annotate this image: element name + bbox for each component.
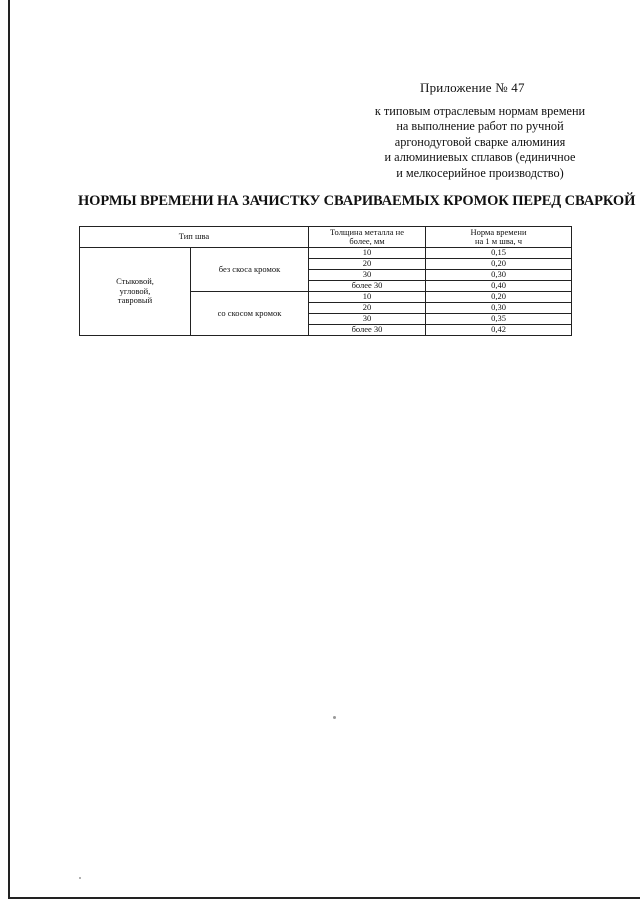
thickness-cell: 30 [309, 270, 426, 281]
header-norm-line: Норма времени [470, 226, 527, 237]
table-header-row [80, 227, 572, 248]
time-norms-table [79, 226, 572, 336]
seam-type-line: угловой, [119, 285, 151, 296]
norm-cell: 0,30 [426, 303, 572, 314]
appendix-description [355, 104, 605, 181]
page-border-left [8, 0, 10, 898]
thickness-cell: 10 [309, 292, 426, 303]
norm-cell: 0,30 [426, 270, 572, 281]
header-thickness-line: более, мм [349, 236, 385, 246]
norm-cell: 0,15 [426, 248, 572, 259]
edge-type-cell: со скосом кромок [191, 292, 309, 336]
norm-cell: 0,42 [426, 325, 572, 336]
norm-cell: 0,20 [426, 292, 572, 303]
seam-type-cell [80, 248, 191, 336]
scan-speck [333, 716, 336, 719]
header-norm [426, 227, 572, 248]
header-thickness-line: Толщина металла не [330, 226, 404, 237]
header-seam-type: Тип шва [80, 227, 309, 248]
norm-cell: 0,35 [426, 314, 572, 325]
appendix-title: Приложение № 47 [420, 80, 525, 95]
appendix-line: на выполнение работ по ручной [396, 119, 564, 134]
appendix-line: аргонодуговой сварке алюминия [394, 134, 566, 149]
norm-cell: 0,40 [426, 281, 572, 292]
appendix-line: и алюминиевых сплавов (единичное [384, 150, 576, 165]
thickness-cell: более 30 [309, 325, 426, 336]
seam-type-line: тавровый [117, 295, 153, 306]
norm-cell: 0,20 [426, 259, 572, 270]
thickness-cell: 20 [309, 259, 426, 270]
thickness-cell: 30 [309, 314, 426, 325]
header-norm-line: на 1 м шва, ч [474, 236, 523, 246]
thickness-cell: более 30 [309, 281, 426, 292]
appendix-line: и мелкосерийное производство) [396, 165, 564, 180]
appendix-line: к типовым отраслевым нормам времени [374, 104, 586, 118]
table-row [80, 248, 572, 259]
scan-speck [79, 877, 81, 879]
thickness-cell: 10 [309, 248, 426, 259]
document-heading: НОРМЫ ВРЕМЕНИ НА ЗАЧИСТКУ СВАРИВАЕМЫХ КРОМОК ПЕРЕД СВАРКОЙ [78, 193, 636, 209]
thickness-cell: 20 [309, 303, 426, 314]
header-thickness [309, 227, 426, 248]
edge-type-cell: без скоса кромок [191, 248, 309, 292]
page-border-bottom [8, 897, 640, 899]
seam-type-line: Стыковой, [116, 276, 154, 287]
